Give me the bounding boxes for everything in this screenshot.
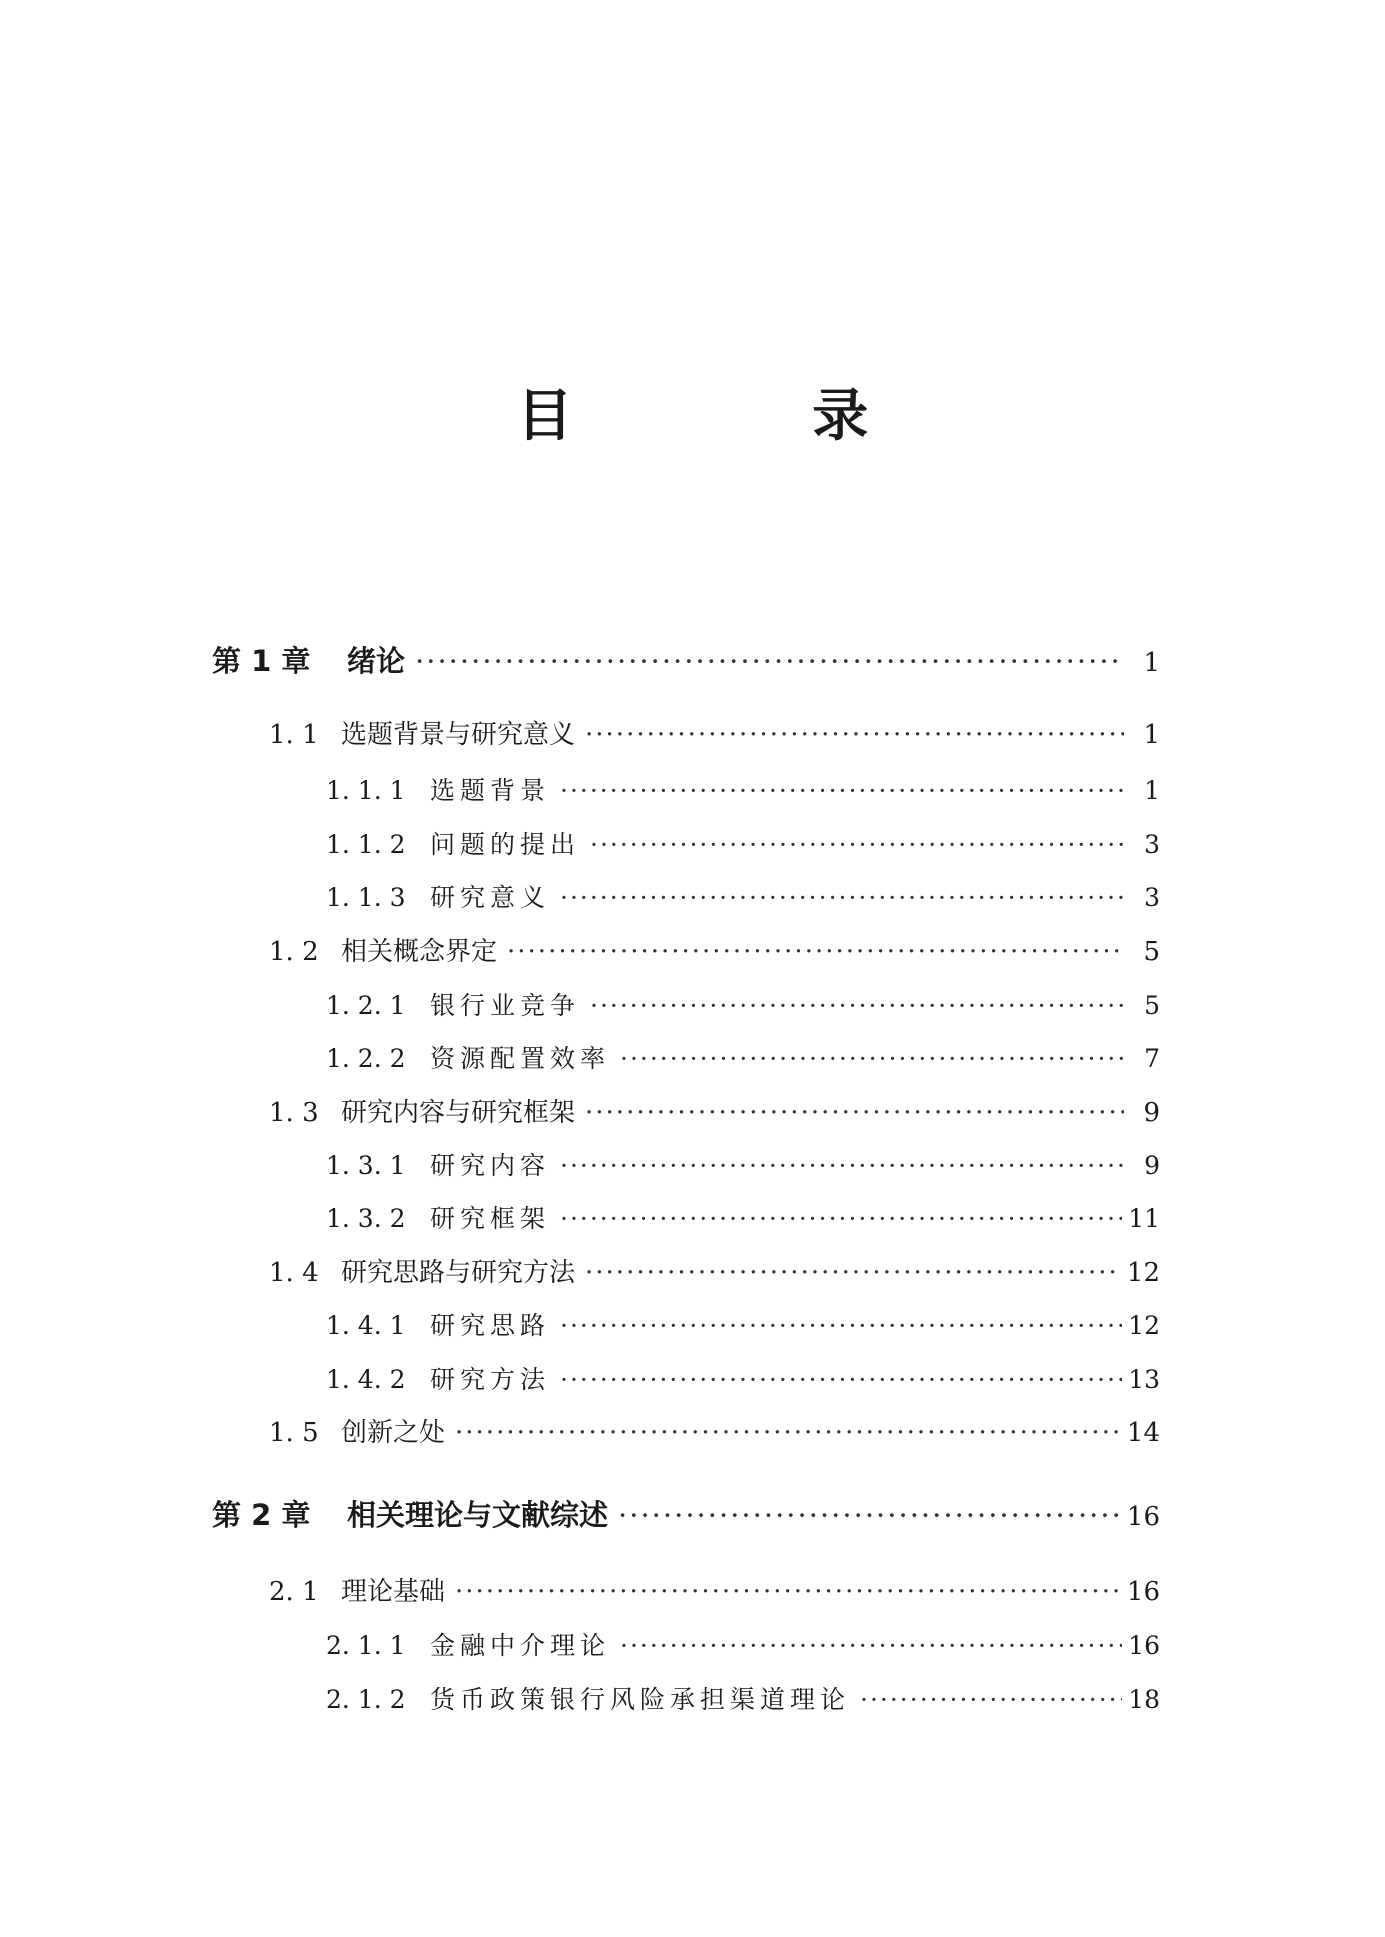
section-number: 1. 2 — [269, 937, 319, 967]
section-entry[interactable] — [269, 1255, 1160, 1291]
section-entry[interactable] — [269, 717, 1160, 753]
subsection-number: 2. 1. 1 — [326, 1631, 406, 1660]
subsection-entry[interactable] — [326, 1362, 1160, 1398]
section-entry[interactable] — [269, 1095, 1160, 1131]
subsection-number: 1. 3. 2 — [326, 1204, 406, 1233]
section-entry[interactable] — [269, 934, 1160, 970]
dot-leader — [560, 773, 1124, 809]
subsection-entry[interactable] — [326, 988, 1160, 1024]
subsection-title: 选题背景 — [430, 776, 551, 805]
page-number: 1 — [1143, 648, 1160, 678]
subsection-title: 问题的提出 — [430, 830, 581, 859]
dot-leader — [620, 1628, 1122, 1664]
section-number: 1. 3 — [269, 1098, 319, 1128]
page-title: 目 录 — [516, 384, 979, 449]
dot-leader — [560, 1201, 1122, 1237]
dot-leader — [620, 1041, 1124, 1077]
chapter-number: 第 1 章 — [212, 644, 311, 678]
page-number: 1 — [1144, 776, 1160, 805]
subsection-entry[interactable] — [326, 827, 1160, 863]
dot-leader — [507, 934, 1124, 970]
dot-leader — [860, 1682, 1122, 1718]
dot-leader — [590, 827, 1124, 863]
subsection-entry[interactable] — [326, 1628, 1160, 1664]
subsection-title: 银行业竞争 — [430, 991, 581, 1020]
page-number: 1 — [1143, 720, 1160, 750]
page-number: 18 — [1128, 1685, 1160, 1714]
subsection-entry[interactable] — [326, 1041, 1160, 1077]
subsection-title: 研究方法 — [430, 1365, 551, 1394]
dot-leader — [590, 988, 1124, 1024]
subsection-entry[interactable] — [326, 1148, 1160, 1184]
dot-leader — [560, 1148, 1124, 1184]
dot-leader — [585, 717, 1124, 753]
page-number: 16 — [1128, 1631, 1160, 1660]
page-number: 12 — [1128, 1311, 1160, 1340]
section-title: 研究内容与研究框架 — [341, 1098, 576, 1128]
chapter-number: 第 2 章 — [212, 1498, 311, 1532]
section-number: 1. 1 — [269, 720, 319, 750]
subsection-number: 2. 1. 2 — [326, 1685, 406, 1714]
subsection-entry[interactable] — [326, 1308, 1160, 1344]
subsection-entry[interactable] — [326, 1201, 1160, 1237]
page-number: 3 — [1144, 883, 1160, 912]
page-number: 7 — [1144, 1044, 1160, 1073]
section-number: 1. 5 — [269, 1418, 319, 1448]
section-title: 理论基础 — [341, 1577, 446, 1607]
subsection-number: 1. 4. 1 — [326, 1311, 406, 1340]
subsection-number: 1. 1. 2 — [326, 830, 406, 859]
subsection-title: 研究内容 — [430, 1151, 551, 1180]
page-number: 16 — [1126, 1577, 1160, 1607]
section-entry[interactable] — [269, 1415, 1160, 1451]
dot-leader — [455, 1415, 1121, 1451]
dot-leader — [618, 1497, 1121, 1533]
subsection-entry[interactable] — [326, 773, 1160, 809]
section-title: 创新之处 — [341, 1418, 446, 1448]
dot-leader — [585, 1255, 1121, 1291]
subsection-number: 1. 3. 1 — [326, 1151, 406, 1180]
dot-leader — [560, 1308, 1122, 1344]
page-number: 14 — [1126, 1418, 1160, 1448]
subsection-title: 研究框架 — [430, 1204, 551, 1233]
subsection-number: 1. 1. 1 — [326, 776, 406, 805]
section-title: 研究思路与研究方法 — [341, 1258, 576, 1288]
dot-leader — [415, 643, 1124, 679]
page-number: 5 — [1143, 937, 1160, 967]
subsection-entry[interactable] — [326, 1682, 1160, 1718]
subsection-title: 货币政策银行风险承担渠道理论 — [430, 1685, 851, 1714]
subsection-number: 1. 4. 2 — [326, 1365, 406, 1394]
dot-leader — [560, 1362, 1122, 1398]
section-title: 选题背景与研究意义 — [341, 720, 576, 750]
subsection-title: 资源配置效率 — [430, 1044, 611, 1073]
chapter-entry[interactable] — [212, 643, 1160, 679]
subsection-entry[interactable] — [326, 880, 1160, 916]
page-number: 16 — [1126, 1502, 1160, 1532]
chapter-title: 相关理论与文献综述 — [347, 1498, 609, 1532]
page-number: 11 — [1128, 1204, 1160, 1233]
subsection-title: 金融中介理论 — [430, 1631, 611, 1660]
page-number: 3 — [1144, 830, 1160, 859]
chapter-entry[interactable] — [212, 1497, 1160, 1533]
chapter-title: 绪论 — [347, 644, 406, 678]
dot-leader — [560, 880, 1124, 916]
section-number: 2. 1 — [269, 1577, 319, 1607]
section-number: 1. 4 — [269, 1258, 319, 1288]
subsection-number: 1. 2. 1 — [326, 991, 406, 1020]
subsection-number: 1. 2. 2 — [326, 1044, 406, 1073]
section-title: 相关概念界定 — [341, 937, 498, 967]
page-number: 5 — [1144, 991, 1160, 1020]
dot-leader — [455, 1574, 1121, 1610]
page-number: 9 — [1144, 1151, 1160, 1180]
subsection-number: 1. 1. 3 — [326, 883, 406, 912]
page-number: 13 — [1128, 1365, 1160, 1394]
section-entry[interactable] — [269, 1574, 1160, 1610]
page-number: 9 — [1143, 1098, 1160, 1128]
dot-leader — [585, 1095, 1124, 1131]
subsection-title: 研究思路 — [430, 1311, 551, 1340]
page-number: 12 — [1126, 1258, 1160, 1288]
subsection-title: 研究意义 — [430, 883, 551, 912]
